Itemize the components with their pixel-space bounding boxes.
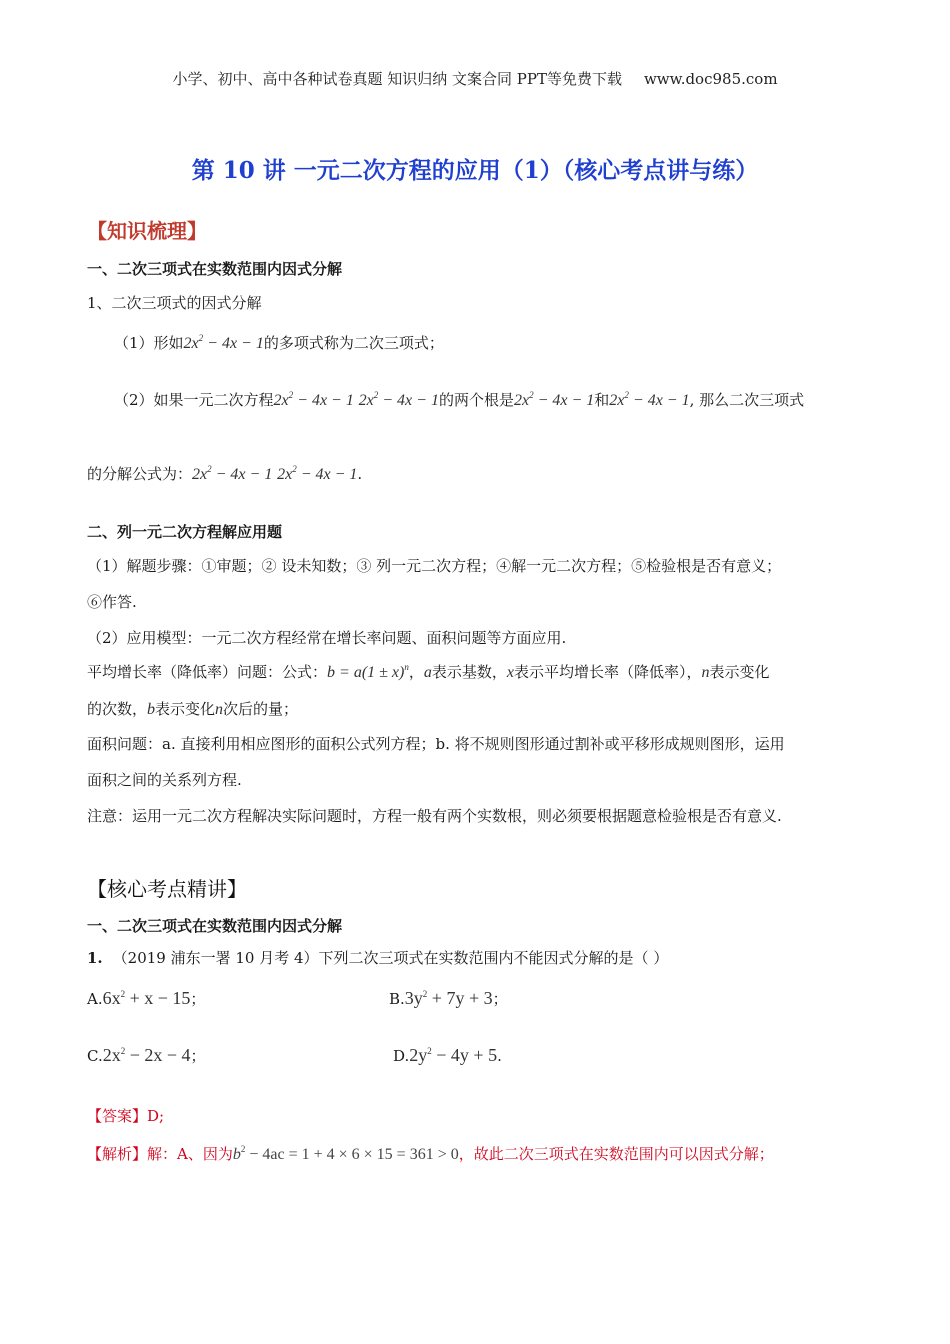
growth-text-2a: 的次数， bbox=[87, 700, 148, 718]
option-a-label: A. bbox=[87, 990, 103, 1008]
growth-prefix: 平均增长率（降低率）问题：公式： bbox=[87, 663, 328, 681]
option-a[interactable] bbox=[87, 988, 205, 1009]
growth-comma: ， bbox=[408, 663, 424, 681]
knowledge-heading: 【知识梳理】 bbox=[87, 219, 207, 243]
option-c-expr: $2x^2 - 2x - 4$ bbox=[102, 1045, 191, 1065]
question-1 bbox=[87, 947, 668, 968]
option-a-sep: ； bbox=[190, 990, 206, 1008]
var-n-2: n bbox=[215, 701, 224, 718]
growth-text-c: 表示基数， bbox=[431, 663, 507, 681]
equation-expression-2: $2x^2 - 4x - 1$ bbox=[358, 390, 439, 409]
option-c-sep: ； bbox=[190, 1047, 206, 1065]
option-c[interactable] bbox=[87, 1045, 206, 1066]
analysis-line bbox=[87, 1143, 774, 1164]
knowledge-section2-title: 二、列一元二次方程解应用题 bbox=[87, 523, 283, 541]
area-line2: 面积之间的关系列方程. bbox=[87, 771, 242, 789]
poly-expression: $2x^2 - 4x - 1$ bbox=[183, 333, 264, 352]
option-b-sep: ； bbox=[492, 990, 508, 1008]
question-number: 1. bbox=[87, 949, 103, 967]
knowledge-para2 bbox=[114, 389, 804, 410]
para2-mid1: 的两个根是 bbox=[438, 391, 514, 409]
option-b-label: B. bbox=[389, 990, 405, 1008]
growth-text-2b: 表示变化 bbox=[155, 700, 216, 718]
knowledge-para1 bbox=[114, 332, 444, 353]
option-d[interactable] bbox=[393, 1045, 502, 1066]
root-expression-2: $2x^2 - 4x - 1$ bbox=[609, 390, 690, 409]
option-d-label: D. bbox=[393, 1047, 410, 1065]
area-line1: 面积问题：a. 直接利用相应图形的面积公式列方程；b. 将不规则图形通过割补或平移形成规则图形，运用 bbox=[87, 735, 785, 753]
discriminant-expr: $b^2 - 4ac = 1 + 4 \times 6 \times 15 = 361 > 0$ bbox=[232, 1144, 459, 1163]
analysis-suffix: ，故此二次三项式在实数范围内可以因式分解； bbox=[458, 1145, 774, 1163]
para3-suffix: . bbox=[357, 465, 363, 483]
para2-mid2: 和 bbox=[594, 391, 610, 409]
root-expression-1: $2x^2 - 4x - 1$ bbox=[513, 390, 595, 409]
growth-text-2c: 次后的量； bbox=[223, 700, 299, 718]
option-d-expr: $2y^2 - 4y + 5$ bbox=[409, 1045, 498, 1065]
question-text: （2019 浦东一署 10 月考 4）下列二次三项式在实数范围内不能因式分解的是（ ） bbox=[112, 949, 669, 967]
option-c-label: C. bbox=[87, 1047, 103, 1065]
model-line: （2）应用模型：一元二次方程经常在增长率问题、面积问题等方面应用. bbox=[87, 629, 567, 647]
option-a-expr: $6x^2 + x - 15$ bbox=[102, 988, 191, 1008]
var-a: a bbox=[423, 664, 432, 681]
page-title: 第 10 讲 一元二次方程的应用（1）（核心考点讲与练） bbox=[191, 157, 759, 184]
growth-line2 bbox=[87, 698, 298, 719]
equation-expression-1: $2x^2 - 4x - 1$ bbox=[273, 390, 354, 409]
answer-label: 【答案】 bbox=[87, 1107, 148, 1125]
para2-prefix: （2）如果一元二次方程 bbox=[114, 391, 274, 409]
para2-suffix: , 那么二次三项式 bbox=[689, 391, 805, 409]
note-line: 注意：运用一元二次方程解决实际问题时，方程一般有两个实数根，则必须要根据题意检验根是否有意义. bbox=[87, 807, 782, 825]
growth-text-e: 表示变化 bbox=[709, 663, 770, 681]
page-header bbox=[0, 68, 950, 89]
analysis-prefix: 解：A、因为 bbox=[147, 1145, 233, 1163]
option-b-expr: $3y^2 + 7y + 3$ bbox=[404, 988, 493, 1008]
knowledge-para3 bbox=[87, 463, 362, 484]
para3-prefix: 的分解公式为： bbox=[87, 465, 193, 483]
knowledge-subtitle: 1、二次三项式的因式分解 bbox=[87, 294, 262, 312]
option-b[interactable] bbox=[389, 988, 508, 1009]
growth-text-d: 表示平均增长率（降低率）， bbox=[514, 663, 702, 681]
steps-line2: ⑥作答. bbox=[87, 593, 137, 611]
core-heading: 【核心考点精讲】 bbox=[87, 877, 247, 901]
growth-formula: $b = a(1 \pm x)^n$ bbox=[327, 662, 409, 681]
factor-expression-2: $2x^2 - 4x - 1$ bbox=[277, 464, 358, 483]
var-b: b bbox=[147, 701, 156, 718]
analysis-label: 【解析】 bbox=[87, 1145, 148, 1163]
var-n: n bbox=[701, 664, 710, 681]
option-d-sep: . bbox=[497, 1047, 502, 1065]
factor-expression-1: $2x^2 - 4x - 1$ bbox=[192, 464, 273, 483]
var-x: x bbox=[506, 664, 514, 681]
para1-suffix: 的多项式称为二次三项式； bbox=[263, 334, 444, 352]
knowledge-section1-title: 一、二次三项式在实数范围内因式分解 bbox=[87, 260, 343, 278]
steps-line1: （1）解题步骤：①审题；② 设未知数；③ 列一元二次方程；④解一元二次方程；⑤检验根是否有意义； bbox=[87, 557, 782, 575]
header-url[interactable]: www.doc985.com bbox=[643, 70, 778, 88]
core-section1-title: 一、二次三项式在实数范围内因式分解 bbox=[87, 917, 343, 935]
header-text: 小学、初中、高中各种试卷真题 知识归纳 文案合同 PPT等免费下载 bbox=[172, 70, 622, 88]
growth-line1 bbox=[87, 661, 770, 682]
answer-value: D; bbox=[147, 1107, 165, 1125]
answer-line bbox=[87, 1105, 164, 1126]
para1-prefix: （1）形如 bbox=[114, 334, 184, 352]
